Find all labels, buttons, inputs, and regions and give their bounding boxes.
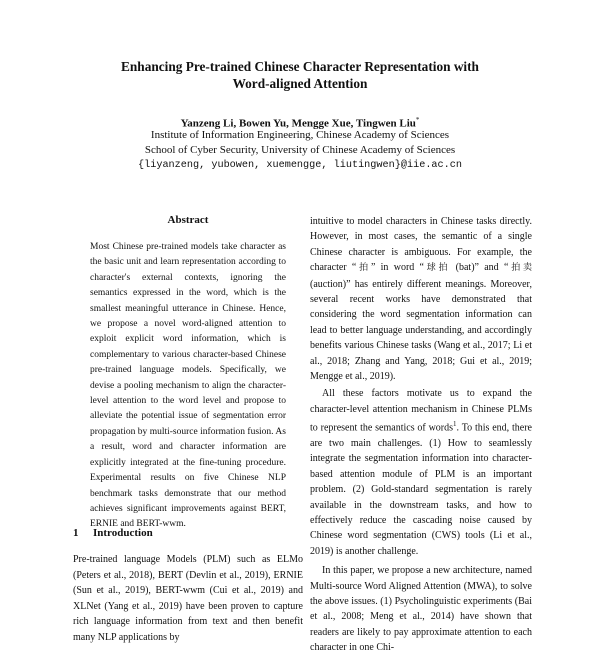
title-line-1: Enhancing Pre-trained Chinese Character Representation with [121,59,479,74]
affiliation-2: School of Cyber Security, University of Chinese Academy of Sciences [144,144,456,156]
author-names: Yanzeng Li, Bowen Yu, Mengge Xue, Tingwen Liu [180,117,416,130]
affiliation-1: Institute of Information Engineering, Chinese Academy of Sciences [150,129,450,141]
corresponding-author-mark: * [415,116,420,124]
section-heading-introduction [73,527,303,539]
right-paragraph-1 [310,214,532,384]
title-line-2: Word-aligned Attention [232,76,368,91]
right-paragraph-2 [310,386,532,559]
footnote-mark: 1 [453,420,457,429]
cjk-word-auction: 拍卖 [508,263,532,274]
right-paragraph-3: In this paper, we propose a new architecture, named Multi-source Word Aligned Attention (MWA), to solve the above issues. (1) Psycholinguistic experiments (Bai et al., 2008; Meng et al., 2014) have shown that readers are likely to pay approximate attention to each character in one Chi- [310,565,532,654]
text-run: ” in word “ [370,262,424,274]
text-run: All these factors motivate us to expand the character-level attention mechanism in Chinese PLMs to represent the semantics of words [310,388,532,434]
abstract-body: Most Chinese pre-trained models take character as the basic unit and learn representation according to character's external contexts, ignoring the semantics expressed in the word, which is the smallest meaningful utterance in Chinese. Hence, we propose a novel word-aligned attention to exploit explicit word information, which is complementary to various character-based Chinese pre-trained language models. Specifically, we devise a pooling mechanism to align the character-level attention to the word level and propose to alleviate the potential issue of segmentation error propagation by multi-source information fusion. As a result, word and character information are explicitly integrated at the fine-tuning procedure. Experimental results on five Chinese NLP benchmark tasks demonstrate that our method achieves significant improvements against BERT, ERNIE and BERT-wwm. [90,242,286,530]
cjk-character: 拍 [356,263,371,274]
text-run: (bat)” and “ [450,262,509,274]
introduction-left-paragraph: Pre-trained language Models (PLM) such as ELMo (Peters et al., 2018), BERT (Devlin et al., 2019), ERNIE (Sun et al., 2019), BERT-wwm (Cui et al., 2019) and XLNet (Yang et al., 2019) have been proven to capture rich language information from text and then benefit many NLP applications by [73,554,303,643]
text-run: . To this end, there are two main challenges. (1) How to seamlessly integrate the segmentation information into character-based attention module of PLM is an important problem. (2) Gold-standard segmentation is rarely available in the downstream tasks, and how to effectively reduce the cascading noise caused by Chinese word segmentation (CWS) tools (Li et al., 2019) is another challenge. [310,422,532,557]
cjk-word-bat: 球拍 [424,263,451,274]
paper-title [0,58,600,92]
text-run: intuitive to model characters in Chinese tasks directly. However, in most cases, the semantic of a single Chinese character is ambiguous. For example, the character “ [310,216,532,274]
abstract-heading: Abstract [167,214,209,226]
right-column [310,214,532,656]
section-number: 1 [73,527,79,539]
author-emails: {liyanzeng, yubowen, xuemengge, liutingwen}@iie.ac.cn [137,160,462,171]
text-run: (auction)” has entirely different meanings. Moreover, several recent works have demonstrated that considering the word segmentation information can lead to better language understanding, and accordingly benefits various Chinese tasks (Wang et al., 2017; Li et al., 2018; Zhang and Yang, 2018; Gui et al., 2019; Mengge et al., 2019). [310,278,532,383]
section-title: Introduction [93,527,153,539]
